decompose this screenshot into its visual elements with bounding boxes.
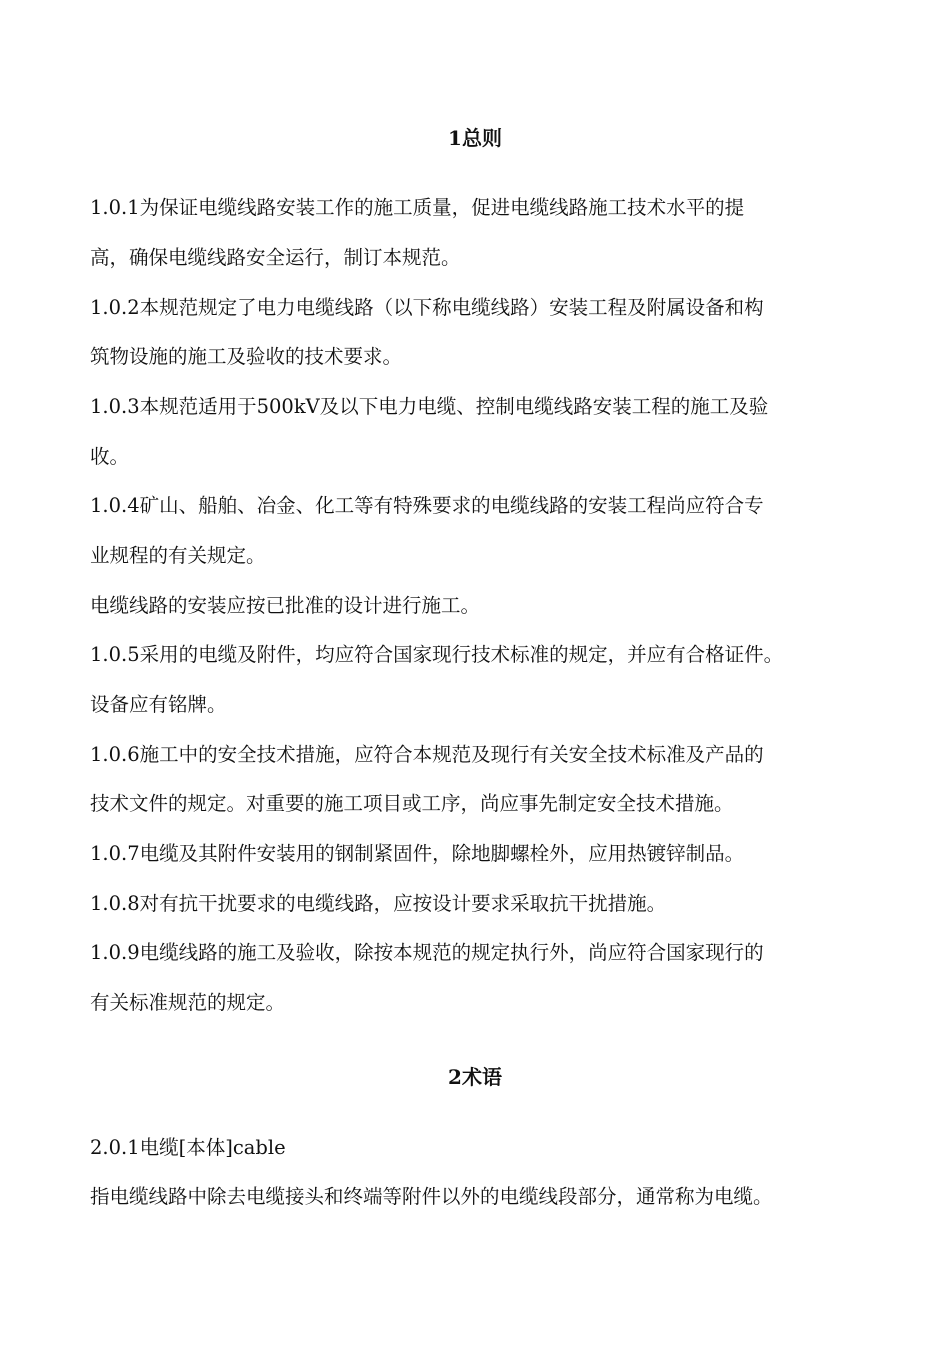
- paragraph-line: 指电缆线路中除去电缆接头和终端等附件以外的电缆线段部分，通常称为电缆。: [90, 1185, 773, 1208]
- paragraph-line: 1.0.3本规范适用于500kV及以下电力电缆、控制电缆线路安装工程的施工及验: [90, 395, 769, 418]
- paragraph-line: 筑物设施的施工及验收的技术要求。: [90, 345, 403, 368]
- paragraph-line: 2.0.1电缆[本体]cable: [90, 1136, 286, 1159]
- paragraph-line: 1.0.6施工中的安全技术措施，应符合本规范及现行有关安全技术标准及产品的: [90, 743, 764, 766]
- paragraph-line: 1.0.7电缆及其附件安装用的钢制紧固件，除地脚螺栓外，应用热镀锌制品。: [90, 842, 745, 865]
- paragraph-line: 有关标准规范的规定。: [90, 991, 286, 1014]
- paragraph-line: 1.0.2本规范规定了电力电缆线路（以下称电缆线路）安装工程及附属设备和构: [90, 296, 764, 319]
- paragraph-line: 1.0.1为保证电缆线路安装工作的施工质量，促进电缆线路施工技术水平的提: [90, 196, 745, 219]
- paragraph-line: 1.0.5采用的电缆及附件，均应符合国家现行技术标准的规定，并应有合格证件。: [90, 643, 784, 666]
- paragraph-line: 业规程的有关规定。: [90, 544, 266, 567]
- section-1-heading: 1总则: [448, 126, 502, 150]
- paragraph-line: 技术文件的规定。对重要的施工项目或工序，尚应事先制定安全技术措施。: [90, 792, 734, 815]
- paragraph-line: 1.0.9电缆线路的施工及验收，除按本规范的规定执行外，尚应符合国家现行的: [90, 941, 764, 964]
- section-2-heading: 2术语: [448, 1065, 502, 1089]
- paragraph-line: 设备应有铭牌。: [90, 693, 227, 716]
- paragraph-line: 1.0.4矿山、船舶、冶金、化工等有特殊要求的电缆线路的安装工程尚应符合专: [90, 494, 764, 517]
- paragraph-line: 收。: [90, 445, 130, 468]
- paragraph-line: 高，确保电缆线路安全运行，制订本规范。: [90, 246, 461, 269]
- paragraph-line: 1.0.8对有抗干扰要求的电缆线路，应按设计要求采取抗干扰措施。: [90, 892, 667, 915]
- paragraph-line: 电缆线路的安装应按已批准的设计进行施工。: [90, 594, 481, 617]
